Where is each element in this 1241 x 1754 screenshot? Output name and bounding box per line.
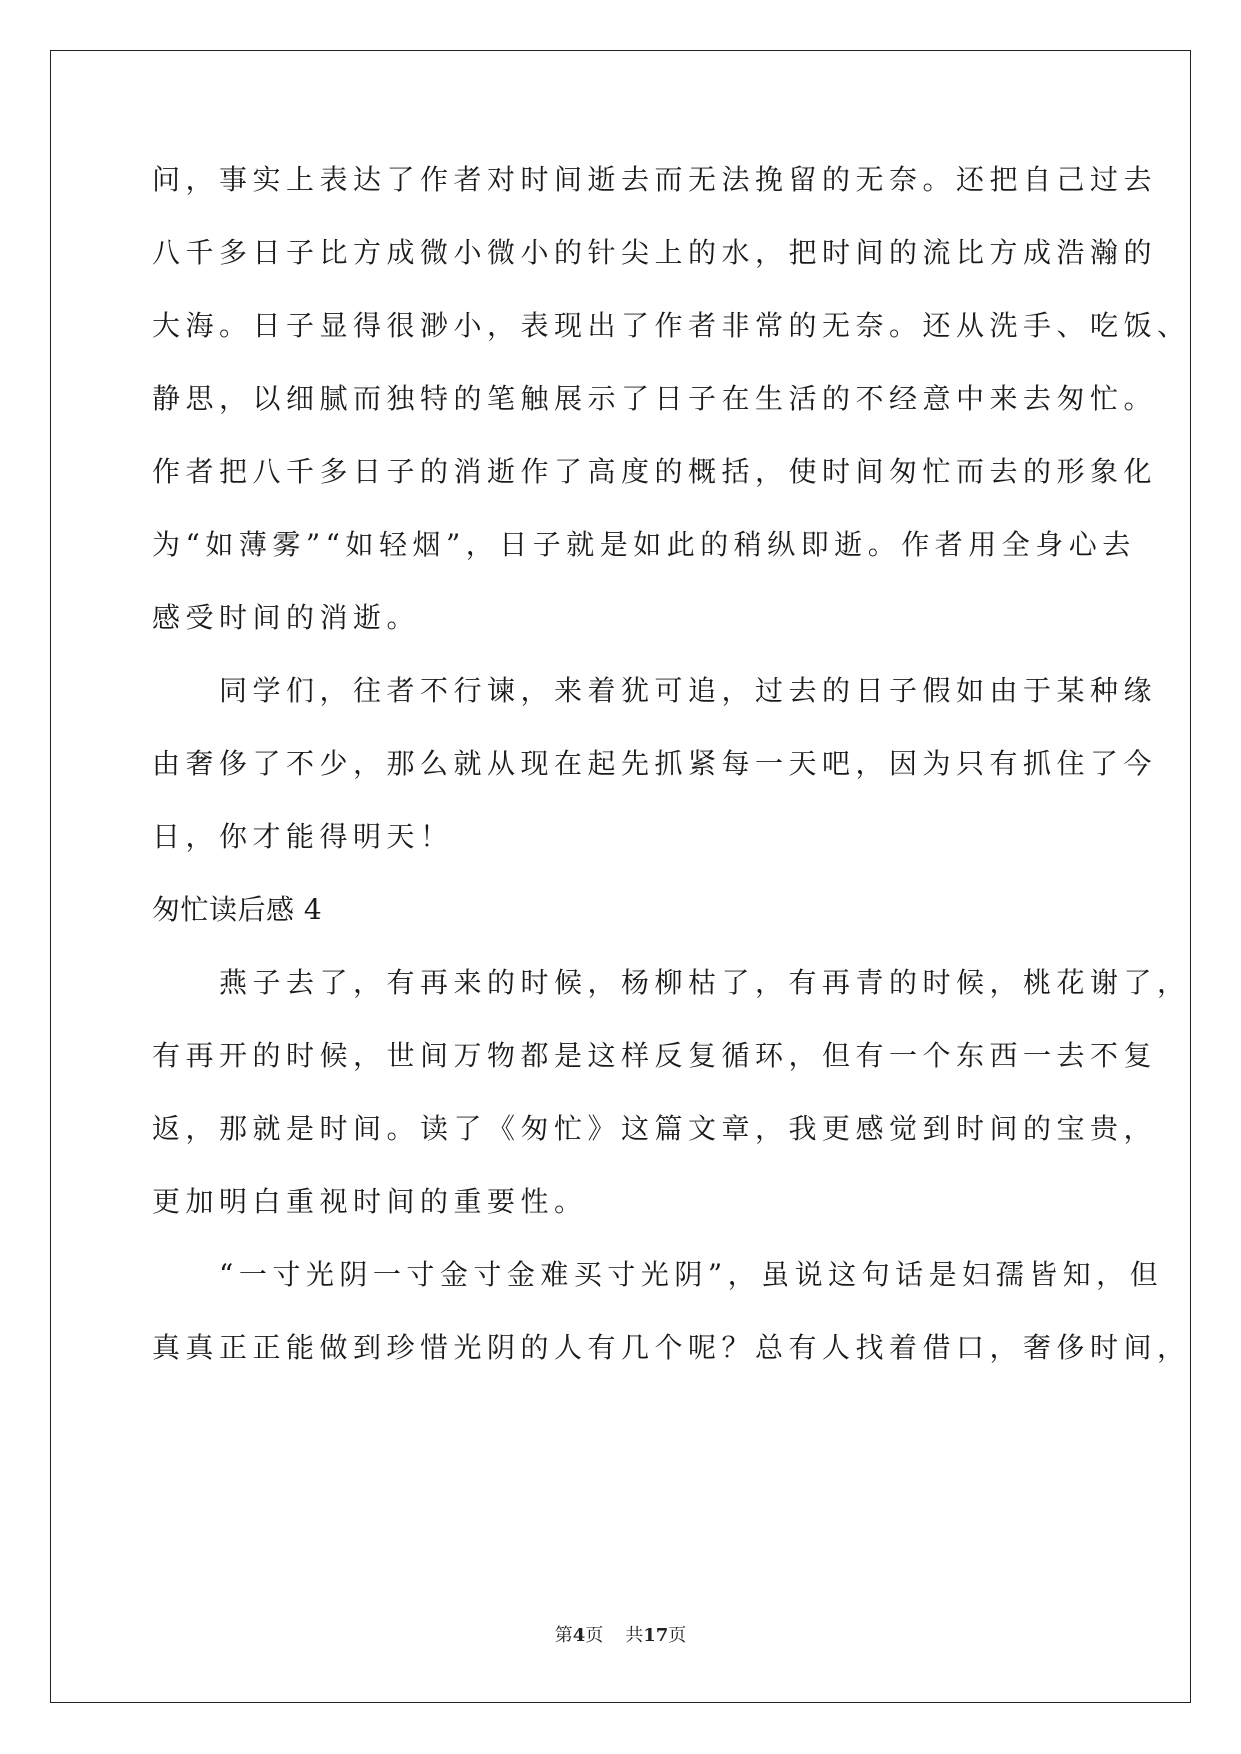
text-line: 同学们，往者不行谏，来着犹可追，过去的日子假如由于某种缘 (152, 674, 1158, 707)
text-line: 问，事实上表达了作者对时间逝去而无法挽留的无奈。还把自己过去 (152, 163, 1158, 196)
text-line: 有再开的时候，世间万物都是这样反复循环，但有一个东西一去不复 (152, 1039, 1158, 1072)
text-line: 由奢侈了不少，那么就从现在起先抓紧每一天吧，因为只有抓住了今 (152, 747, 1158, 780)
page-number: 4 (572, 1625, 586, 1646)
text-line: 感受时间的消逝。 (152, 601, 421, 634)
text-line: 燕子去了，有再来的时候，杨柳枯了，有再青的时候，桃花谢了， (152, 966, 1191, 999)
total-pages: 17 (643, 1625, 669, 1646)
page-suffix: 页 (585, 1625, 604, 1646)
text-line: 静思，以细腻而独特的笔触展示了日子在生活的不经意中来去匆忙。 (152, 382, 1158, 415)
text-line: 真真正正能做到珍惜光阴的人有几个呢？总有人找着借口，奢侈时间， (152, 1331, 1191, 1364)
text-line: 为“如薄雾”“如轻烟”，日子就是如此的稍纵即逝。作者用全身心去 (152, 528, 1136, 561)
text-line: 更加明白重视时间的重要性。 (152, 1185, 588, 1218)
section-heading: 匆忙读后感 4 (152, 893, 323, 926)
page-footer (0, 1624, 1241, 1648)
total-prefix: 共 (625, 1625, 644, 1646)
text-line: 八千多日子比方成微小微小的针尖上的水，把时间的流比方成浩瀚的 (152, 236, 1158, 269)
total-suffix: 页 (668, 1625, 687, 1646)
text-line: “一寸光阴一寸金寸金难买寸光阴”，虽说这句话是妇孺皆知，但 (152, 1258, 1164, 1291)
text-line: 大海。日子显得很渺小，表现出了作者非常的无奈。还从洗手、吃饭、 (152, 309, 1191, 342)
text-line: 日，你才能得明天！ (152, 820, 454, 853)
text-line: 返，那就是时间。读了《匆忙》这篇文章，我更感觉到时间的宝贵， (152, 1112, 1158, 1145)
page-prefix: 第 (554, 1625, 573, 1646)
text-line: 作者把八千多日子的消逝作了高度的概括，使时间匆忙而去的形象化 (152, 455, 1158, 488)
page-border (50, 50, 1191, 1703)
